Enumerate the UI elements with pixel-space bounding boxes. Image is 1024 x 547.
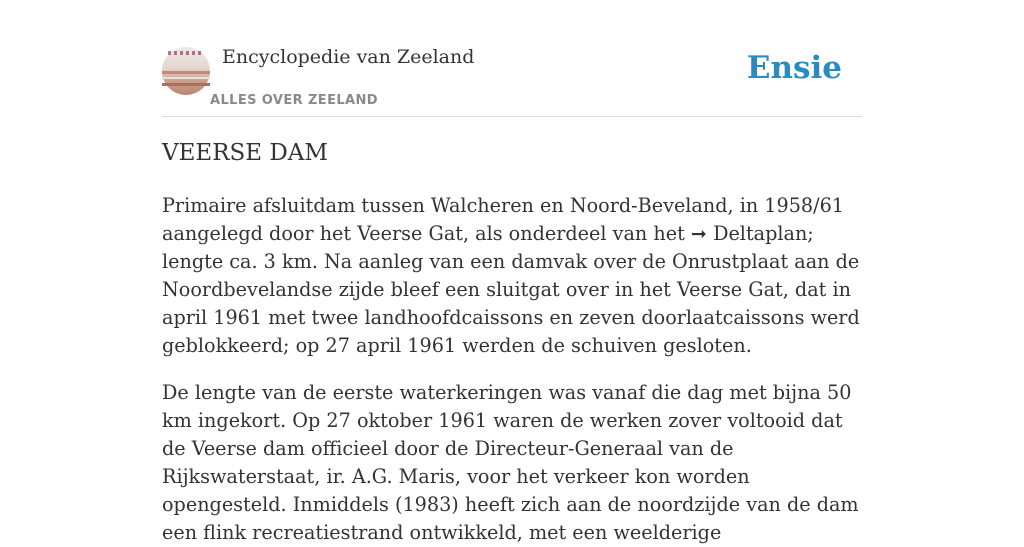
site-avatar[interactable] (162, 47, 210, 95)
article-paragraph: Primaire afsluitdam tussen Walcheren en Noord-Beveland, in 1958/61 aangelegd door het Veerse Gat, als onderdeel van het ➞ Deltaplan; lengte ca. 3 km. Na aanleg van een damvak over de Onrustplaat aan de Noordbevelandse zijde bleef een sluitgat over in het Veerse Gat, dat in april 1961 met twee landhoofdcaissons en zeven doorlaatcaissons werd geblokkeerd; op 27 april 1961 werden de schuiven gesloten. (162, 194, 860, 357)
brand-logo[interactable]: Ensie (746, 50, 842, 86)
article-paragraph: De lengte van de eerste waterkeringen was vanaf die dag met bijna 50 km ingekort. Op 27 oktober 1961 waren de werken zover voltooid dat de Veerse dam officieel door de Directeur-Generaal van de Rijkswaterstaat, ir. A.G. Maris, voor het verkeer kon worden opengesteld. Inmiddels (1983) heeft zich aan de noordzijde van de dam een flink recreatiestrand ontwikkeld, met een weelderige (162, 381, 859, 544)
site-title[interactable]: Encyclopedie van Zeeland (222, 46, 475, 68)
article-title: VEERSE DAM (162, 140, 328, 166)
site-header (162, 40, 862, 117)
site-subtitle: ALLES OVER ZEELAND (210, 93, 378, 108)
